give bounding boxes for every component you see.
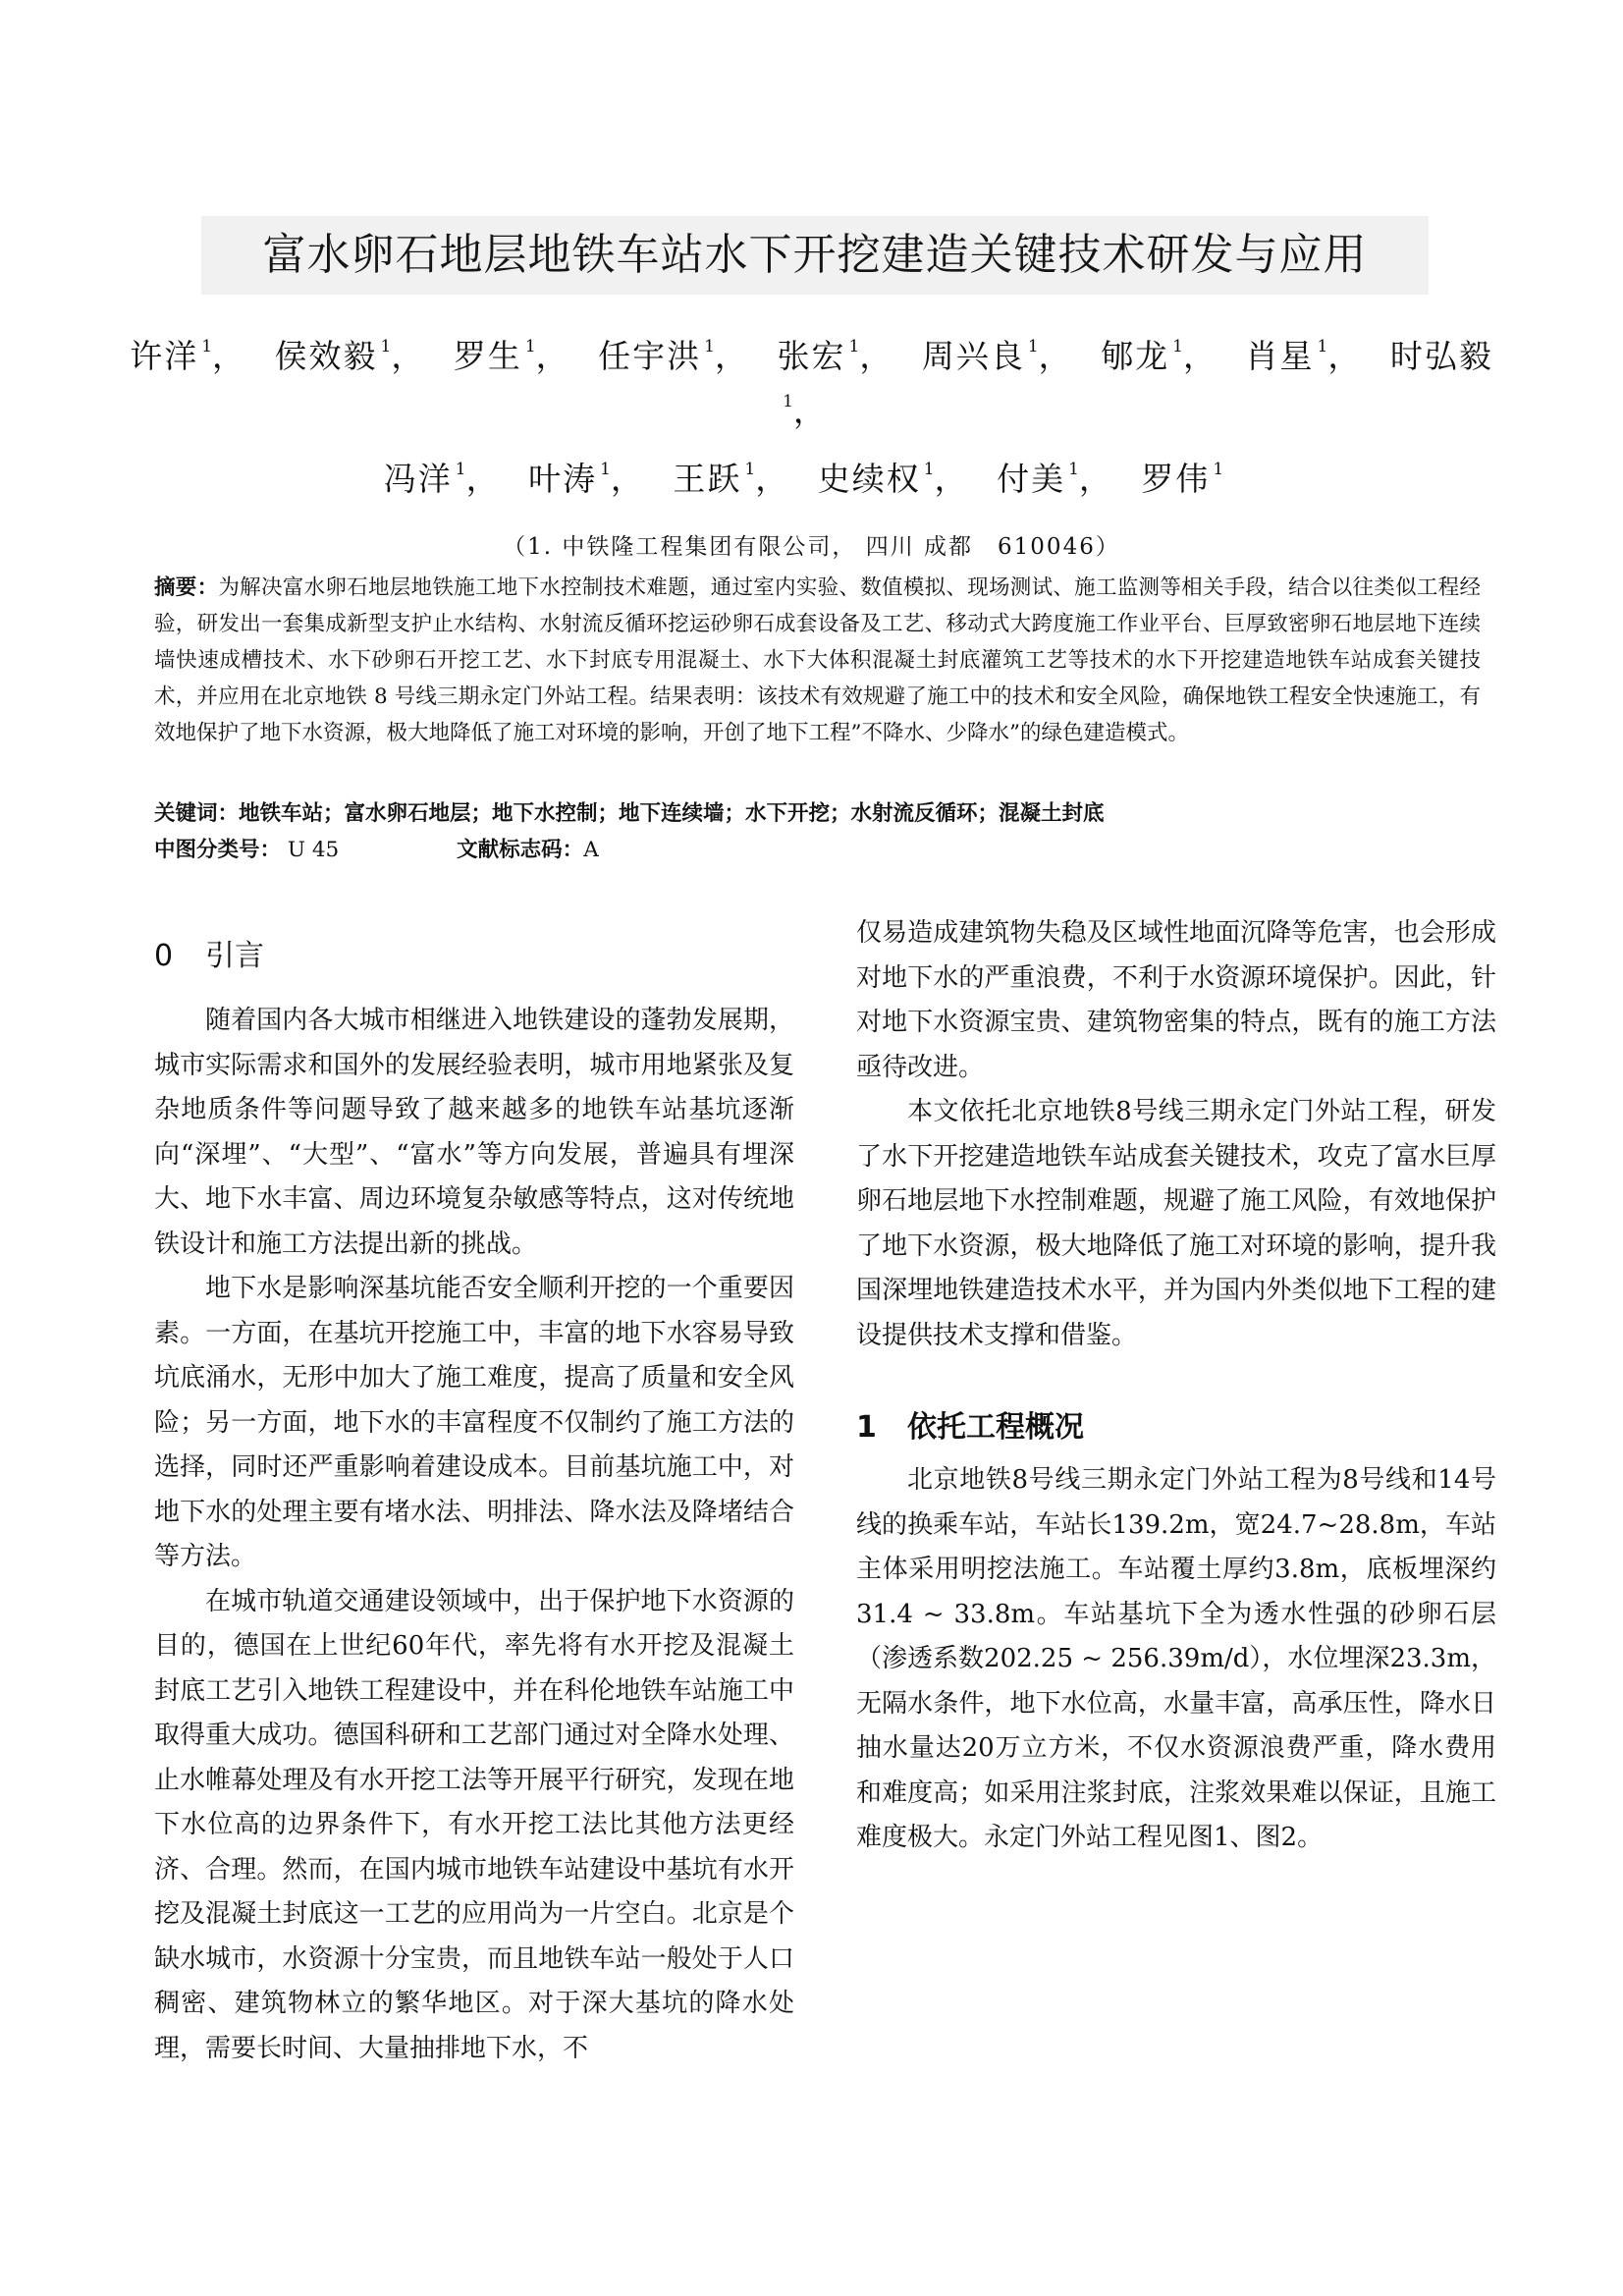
clc-value: U 45 [287, 838, 340, 862]
author-affiliation-mark: 1 [744, 460, 756, 479]
author-affiliation-mark: 1 [704, 337, 715, 356]
author-separator: ， [610, 460, 645, 498]
author-affiliation-mark: 1 [1068, 460, 1079, 479]
keywords-label: 关键词： [154, 801, 240, 826]
paragraph: 在城市轨道交通建设领域中，出于保护地下水资源的目的，德国在上世纪60年代，率先将有水开挖及混凝土封底工艺引入地铁工程建设中，并在科伦地铁车站施工中取得重大成功。德国科研和工艺部门通过对全降水处理、止水帷幕处理及有水开挖工法等开展平行研究，发现在地下水位高的边界条件下，有水开挖工法比其他方法更经济、合理。然而，在国内城市地铁车站建设中基坑有水开挖及混凝土封底这一工艺的应用尚为一片空白。北京是个缺水城市，水资源十分宝贵，而且地铁车站一般处于人口稠密、建筑物林立的繁华地区。对于深大基坑的降水处理，需要长时间、大量抽排地下水，不 [154, 1586, 794, 2063]
section-title: 引言 [205, 939, 264, 973]
paper-title: 富水卵石地层地铁车站水下开挖建造关键技术研发与应用 [201, 216, 1429, 295]
abstract [154, 570, 1481, 751]
author-name: 冯洋 [383, 460, 453, 498]
author-name: 任宇洪 [598, 337, 702, 375]
paragraph: 地下水是影响深基坑能否安全顺利开挖的一个重要因素。一方面，在基坑开挖施工中，丰富的地下水容易导致坑底涌水，无形中加大了施工难度，提高了质量和安全风险；另一方面，地下水的丰富程度不仅制约了施工方法的选择，同时还严重影响着建设成本。目前基坑施工中，对地下水的处理主要有堵水法、明排法、降水法及降堵结合等方法。 [154, 1274, 794, 1571]
section-number: 1 [856, 1410, 877, 1445]
author-name: 侯效毅 [274, 337, 378, 375]
column-left [154, 999, 794, 2071]
author-name: 罗伟 [1141, 460, 1211, 498]
author-affiliation-mark: 1 [600, 460, 611, 479]
author-affiliation-mark: 1 [1027, 337, 1039, 356]
author-separator: ， [934, 460, 969, 498]
author-name: 王跃 [673, 460, 742, 498]
paragraph: 本文依托北京地铁8号线三期永定门外站工程，研发了水下开挖建造地铁车站成套关键技术，攻克了富水巨厚卵石地层地下水控制难题，规避了施工风险，有效地保护了地下水资源，极大地降低了施工对环境的影响，提升我国深埋地铁建造技术水平，并为国内外类似地下工程的建设提供技术支撑和借鉴。 [856, 1097, 1496, 1350]
author-separator: ， [212, 337, 247, 375]
column-right-section-1 [856, 1458, 1496, 1861]
abstract-label: 摘要： [154, 575, 219, 600]
author-name: 许洋 [130, 337, 199, 375]
doc-code-value: A [583, 838, 599, 862]
author-name: 张宏 [777, 337, 846, 375]
author-separator: ， [715, 337, 749, 375]
author-affiliation-mark: 1 [848, 337, 860, 356]
section-0-heading [154, 935, 264, 978]
clc-label: 中图分类号： [154, 838, 282, 862]
section-1-heading [856, 1406, 1084, 1449]
author-name: 肖星 [1245, 337, 1315, 375]
author-separator: ， [755, 460, 790, 498]
author-separator: ， [1327, 337, 1363, 375]
author-name: 罗生 [453, 337, 522, 375]
author-name: 时弘毅 [1389, 337, 1493, 375]
column-right [856, 911, 1496, 1358]
section-number: 0 [154, 939, 174, 973]
author-separator: ， [792, 392, 828, 430]
author-list-line-1 [118, 324, 1505, 434]
author-affiliation-mark: 1 [923, 460, 935, 479]
author-name: 史续权 [817, 460, 921, 498]
abstract-text: 为解决富水卵石地层地铁施工地下水控制技术难题，通过室内实验、数值模拟、现场测试、施工监测等相关手段，结合以往类似工程经验，研发出一套集成新型支护止水结构、水射流反循环挖运砂卵石成套设备及工艺、移动式大跨度施工作业平台、巨厚致密卵石地层地下连续墙快速成槽技术、水下砂卵石开挖工艺、水下封底专用混凝土、水下大体积混凝土封底灌筑工艺等技术的水下开挖建造地铁车站成套关键技术，并应用在北京地铁 8 号线三期永定门外站工程。结果表明：该技术有效规避了施工中的技术和安全风险，确保地铁工程安全快速施工，有效地保护了地下水资源，极大地降低了施工对环境的影响，开创了地下工程”不降水、少降水”的绿色建造模式。 [154, 575, 1481, 745]
author-separator: ， [465, 460, 501, 498]
paragraph: 随着国内各大城市相继进入地铁建设的蓬勃发展期，城市实际需求和国外的发展经验表明，城市用地紧张及复杂地质条件等问题导致了越来越多的地铁车站基坑逐渐向“深埋”、“大型”、“富水”等方向发展，普遍具有埋深大、地下水丰富、周边环境复杂敏感等特点，这对传统地铁设计和施工方法提出新的挑战。 [154, 1006, 794, 1259]
author-affiliation-mark: 1 [455, 460, 466, 479]
classification [154, 834, 1481, 867]
author-name: 郇龙 [1101, 337, 1170, 375]
author-affiliation-mark: 1 [783, 392, 793, 411]
affiliation: （1. 中铁隆工程集团有限公司， 四川 成都 610046） [503, 534, 1120, 560]
author-name: 付美 [997, 460, 1066, 498]
author-affiliation-mark: 1 [201, 337, 213, 356]
paragraph-continuation: 仅易造成建筑物失稳及区域性地面沉降等危害，也会形成对地下水的严重浪费，不利于水资源环境保护。因此，针对地下水资源宝贵、建筑物密集的特点，既有的施工方法亟待改进。 [856, 918, 1496, 1082]
author-separator: ， [1182, 337, 1217, 375]
keywords-text: 地铁车站；富水卵石地层；地下水控制；地下连续墙；水下开挖；水射流反循环；混凝土封底 [239, 801, 1105, 826]
author-separator: ， [1038, 337, 1073, 375]
author-separator: ， [391, 337, 426, 375]
author-separator: ， [859, 337, 894, 375]
author-affiliation-mark: 1 [1213, 460, 1224, 479]
author-affiliation-mark: 1 [524, 337, 536, 356]
author-name: 叶涛 [528, 460, 598, 498]
author-affiliation-mark: 1 [1172, 337, 1183, 356]
doc-code-label: 文献标志码： [457, 838, 584, 862]
keywords [154, 797, 1481, 831]
author-list-line-2 [118, 447, 1505, 502]
author-separator: ， [535, 337, 570, 375]
author-separator: ， [1078, 460, 1113, 498]
author-affiliation-mark: 1 [1317, 337, 1328, 356]
paragraph: 北京地铁8号线三期永定门外站工程为8号线和14号线的换乘车站，车站长139.2m，宽24.7~28.8m，车站主体采用明挖法施工。车站覆土厚约3.8m，底板埋深约31.4 ~ 33.8m。车站基坑下全为透水性强的砂卵石层（渗透系数202.25 ~ 256.39m/d），水位埋深23.3m，无隔水条件，地下水位高，水量丰富，高承压性，降水日抽水量达20万立方米，不仅水资源浪费严重，降水费用和难度高；如采用注浆封底，注浆效果难以保证，且施工难度极大。永定门外站工程见图1、图2。 [856, 1465, 1496, 1852]
author-name: 周兴良 [921, 337, 1025, 375]
section-title: 依托工程概况 [907, 1410, 1084, 1445]
author-affiliation-mark: 1 [380, 337, 392, 356]
